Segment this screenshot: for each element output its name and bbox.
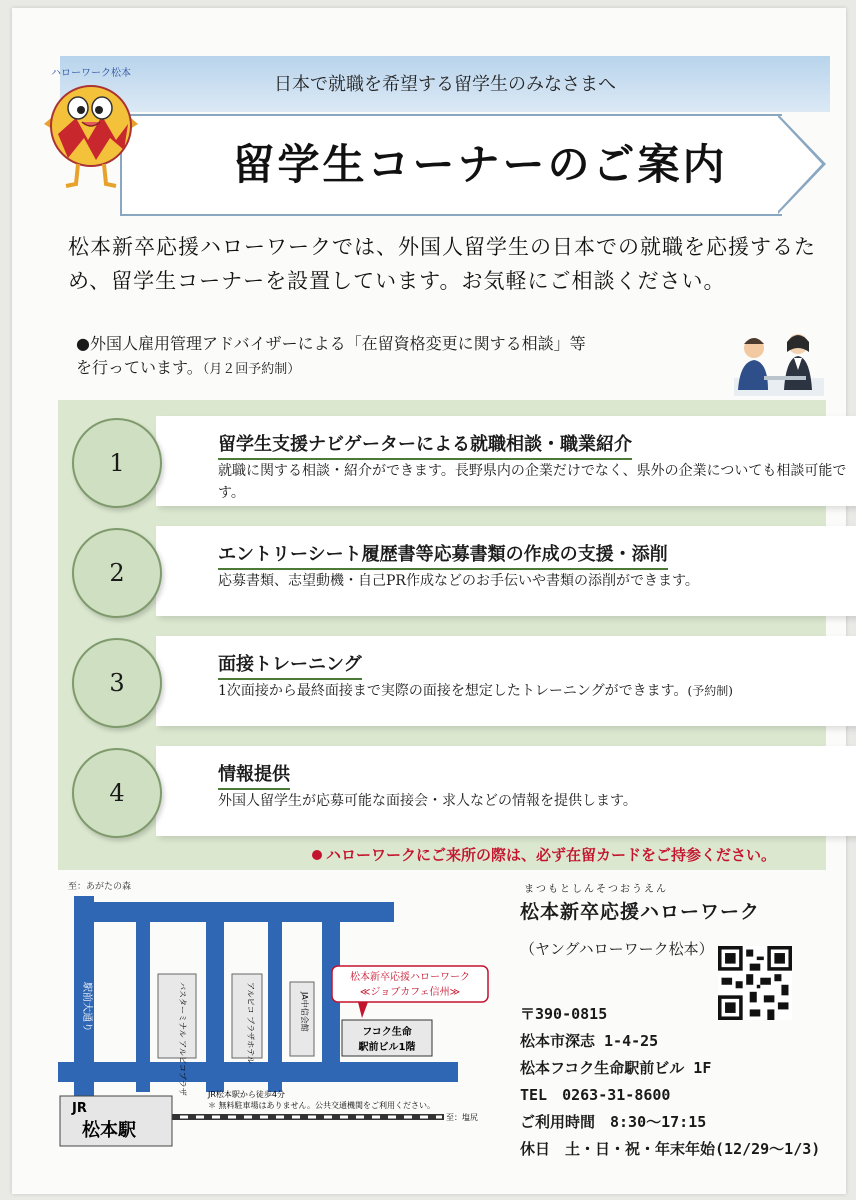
- page-title: 留学生コーナーのご案内: [232, 140, 728, 189]
- service-title: 情報提供: [218, 760, 290, 790]
- services-panel: [58, 400, 847, 870]
- service-title: エントリーシート履歴書等応募書類の作成の支援・添削: [218, 540, 668, 570]
- map-building-1: バスターミナル アルピコプラザ: [178, 982, 187, 1096]
- notice-text: ハローワークにご来所の際は、必ず在留カードをご持参ください。: [326, 846, 777, 864]
- flyer-page: [12, 8, 846, 1194]
- map-jr-label: JR: [72, 1101, 87, 1116]
- service-desc: [218, 680, 856, 702]
- service-item: [156, 746, 856, 836]
- service-number: 2: [72, 528, 162, 618]
- closed-days: 休日 土・日・祝・年末年始(12/29〜1/3): [520, 1140, 821, 1158]
- bullet-icon: [312, 850, 322, 860]
- map-target-2: 駅前ビル1階: [358, 1042, 416, 1053]
- map-street-label: 駅前大通り: [81, 982, 92, 1032]
- opening-hours: ご利用時間 8:30〜17:15: [520, 1113, 707, 1131]
- office-info: [520, 880, 840, 1163]
- service-desc: [218, 570, 856, 592]
- map-station-label: 松本駅: [82, 1120, 136, 1141]
- svg-text:ハローワーク松本: ハローワーク松本: [51, 68, 131, 79]
- advisor-line1: ●外国人雇用管理アドバイザーによる「在留資格変更に関する相談」等: [76, 334, 586, 353]
- map-walk-note: JR松本駅から徒歩4分: [208, 1090, 286, 1099]
- map-building-2: アルピコ プラザホテル: [246, 982, 255, 1064]
- office-nickname: （ヤングハローワーク松本）: [520, 940, 714, 958]
- map-parking-note: ＊ 無料駐車場はありません。公共交通機関をご利用ください。: [208, 1101, 436, 1110]
- map-to-shiojiri: 至：塩尻: [446, 1113, 478, 1122]
- advisor-notice: [76, 332, 726, 382]
- advisor-line2: を行っています。: [76, 358, 203, 377]
- phone-number: TEL 0263-31-8600: [520, 1086, 671, 1104]
- address: 松本市深志 1-4-25: [520, 1032, 659, 1050]
- service-note: (予約制): [687, 684, 733, 698]
- service-item: [156, 636, 856, 726]
- map-building-3: JA中信会館: [300, 992, 309, 1032]
- access-map: [58, 878, 514, 1178]
- qr-code-icon: [718, 946, 792, 1020]
- service-desc: [218, 460, 856, 504]
- building-name: 松本フコク生命駅前ビル 1F: [520, 1059, 712, 1077]
- service-title: 留学生支援ナビゲーターによる就職相談・職業紹介: [218, 430, 632, 460]
- advisor-note: （月２回予約制）: [202, 362, 301, 377]
- service-number: 1: [72, 418, 162, 508]
- map-target-1: フコク生命: [362, 1027, 412, 1038]
- subtitle: 日本で就職を希望する留学生のみなさまへ: [274, 74, 616, 95]
- service-title: 面接トレーニング: [218, 650, 362, 680]
- service-item: [156, 416, 856, 506]
- map-callout-2: ≪ジョブカフェ信州≫: [359, 987, 461, 998]
- service-desc-text: 就職に関する相談・紹介ができます。長野県内の企業だけでなく、県外の企業についても相談可能です。: [218, 463, 847, 501]
- map-callout-1: 松本新卒応援ハローワーク: [350, 972, 470, 983]
- service-item: [156, 526, 856, 616]
- service-desc: [218, 790, 856, 812]
- advisor-line2-row: [76, 356, 726, 382]
- consultation-illustration-icon: [734, 326, 824, 396]
- office-name-ruby: まつもとしんそつおうえん: [524, 884, 668, 895]
- office-address-block: [520, 1001, 840, 1163]
- service-desc-text: 外国人留学生が応募可能な面接会・求人などの情報を提供します。: [218, 793, 637, 809]
- service-number: 4: [72, 748, 162, 838]
- postal-code: 〒390-0815: [520, 1005, 608, 1023]
- map-to-north: 至：あがたの森: [68, 882, 132, 892]
- header-banner: [60, 56, 830, 214]
- service-desc-text: 1次面接から最終面接まで実際の面接を想定したトレーニングができます。: [218, 683, 688, 699]
- office-name: 松本新卒応援ハローワーク: [520, 901, 761, 923]
- residence-card-notice: [312, 844, 822, 865]
- intro-text: 松本新卒応援ハローワークでは、外国人留学生の日本での就職を応援するため、留学生コーナーを設置しています。お気軽にご相談ください。: [68, 235, 816, 293]
- service-number: 3: [72, 638, 162, 728]
- service-desc-text: 応募書類、志望動機・自己PR作成などのお手伝いや書類の添削ができます。: [218, 573, 699, 589]
- mascot-logo-icon: [36, 60, 146, 190]
